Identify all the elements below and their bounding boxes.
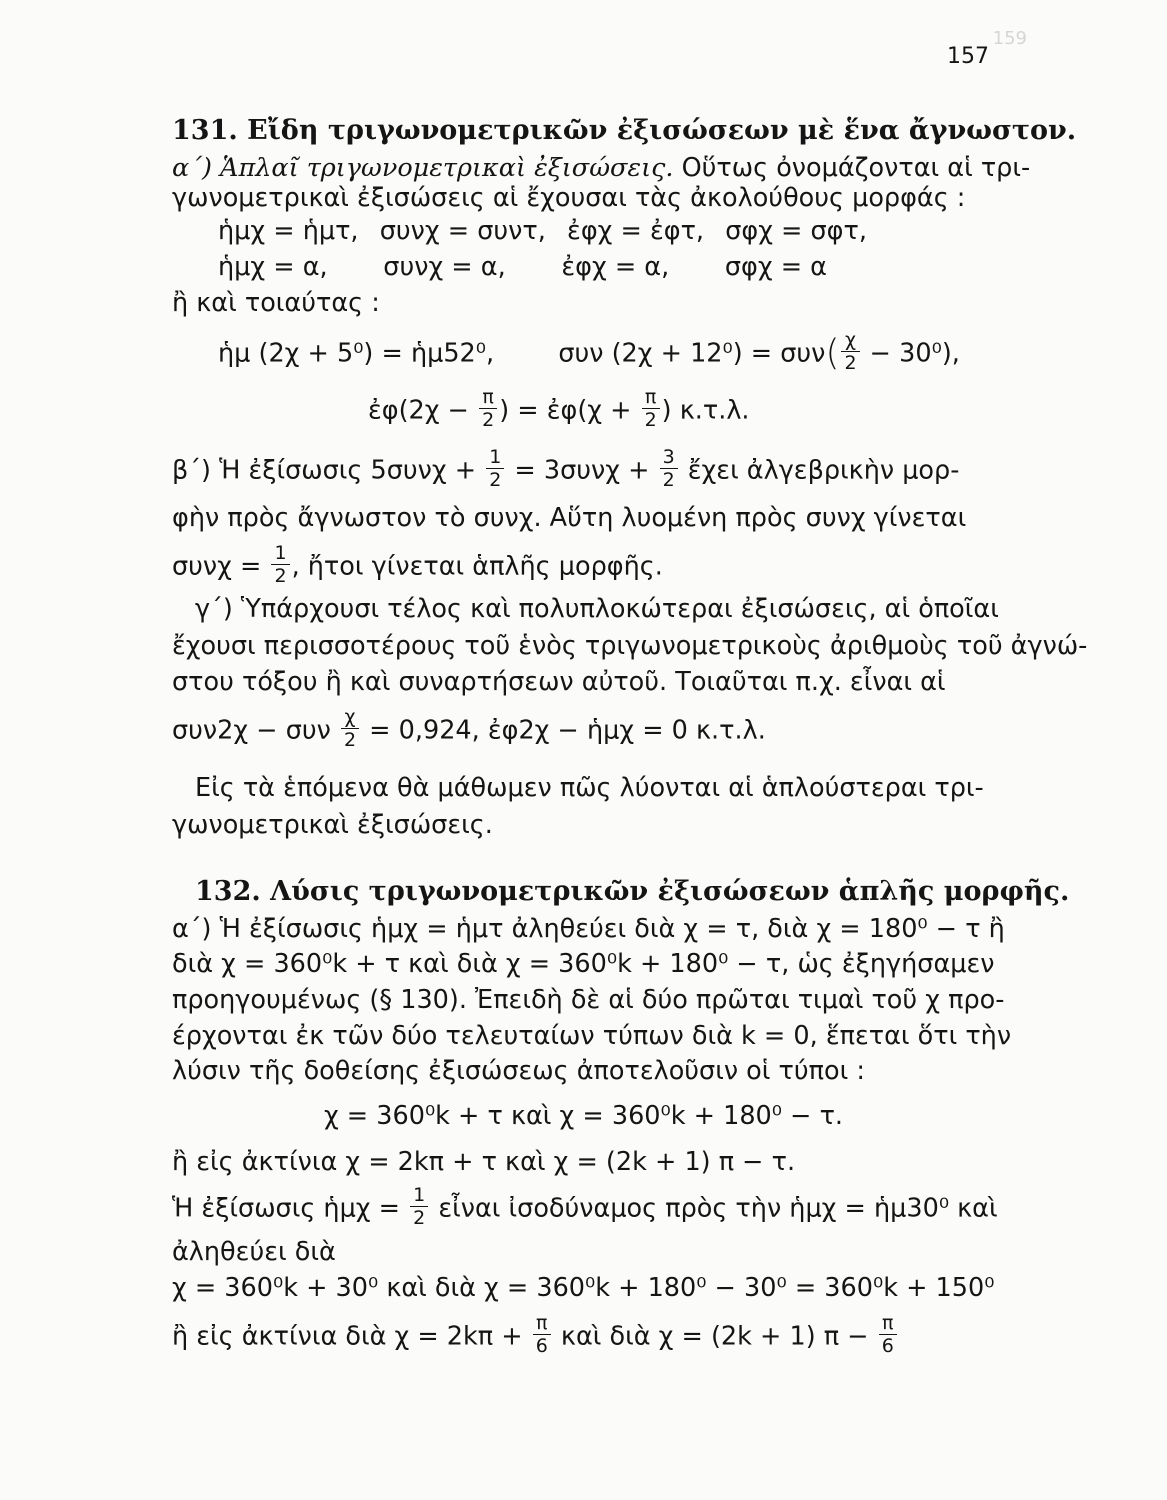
frac-num: χ [341,706,359,729]
section-131-heading: 131. Εἴδη τριγωνομετρικῶν ἐξισώσεων μὲ ἕνα ἄγνωστον. [172,115,1077,146]
frac-den: 2 [489,469,502,491]
fraction-x-over-2 [841,329,859,374]
frac-num: π [879,1312,897,1335]
s132-line2: διὰ χ = 360⁰k + τ καὶ διὰ χ = 360⁰k + 180⁰ − τ, ὡς ἐξηγήσαμεν [172,949,995,979]
s131-a-line2: γωνομετρικαὶ ἐξισώσεις αἱ ἔχουσαι τὰς ἀκολούθους μορφάς : [172,183,966,213]
section-132-heading: 132. Λύσις τριγωνομετρικῶν ἐξισώσεων ἁπλῆς μορφῆς. [195,876,1070,907]
example-line-2 [368,386,995,431]
such-as-line: ἢ καὶ τοιαύτας : [172,288,380,318]
formula-sin-a: ἡμχ = α, [218,252,328,282]
s132-formula: χ = 360⁰k + τ καὶ χ = 360⁰k + 180⁰ − τ. [323,1101,844,1131]
s131-b-line2: φὴν πρὸς ἄγνωστον τὸ συνχ. Αὕτη λυομένη πρὸς συνχ γίνεται [172,503,967,533]
g4-pre: συν2χ − συν [172,715,339,746]
fraction-pi-over-2-a [479,386,497,431]
b3-post: , ἤτοι γίνεται ἁπλῆς μορφῆς. [291,551,663,582]
s132-line3: προηγουμένως (§ 130). Ἐπειδὴ δὲ αἱ δύο πρῶται τιμαὶ τοῦ χ προ- [172,985,1005,1015]
fraction-1-over-2 [486,446,504,491]
formula-tan-a: ἐφχ = α, [561,252,670,282]
s131-g-line1: γ΄) Ὑπάρχουσι τέλος καὶ πολυπλοκώτεραι ἐξισώσεις, αἱ ὁποῖαι [195,594,999,624]
page-number: 157 [947,44,989,69]
formula-tan: ἐφχ = ἐφτ, [567,216,705,246]
bleed-through-page-number: 159 [992,28,1027,49]
s132-line8: ἀληθεύει διὰ [172,1237,336,1267]
s131-a-line1 [172,152,1031,184]
fraction-3-over-2 [660,446,678,491]
formula-cos: συνχ = συντ, [379,216,546,246]
l7-post: εἶναι ἰσοδύναμος πρὸς τὴν ἡμχ = ἡμ30⁰ καὶ [430,1193,998,1224]
frac-num: 1 [410,1184,428,1207]
s132-line7 [172,1184,998,1229]
l7-pre: Ἡ ἐξίσωσις ἡμχ = [172,1193,409,1224]
paren-open: ( [825,332,840,374]
example-tan-pre: ἐφ(2χ − [368,395,478,426]
example-cos-tail: − 30⁰), [861,338,960,369]
fraction-pi-over-6-b [879,1312,897,1357]
frac-num: χ [841,329,859,352]
s131-g-line2: ἔχουσι περισσοτέρους τοῦ ἑνὸς τριγωνομετρικοὺς ἀριθμοὺς τοῦ ἀγνώ- [172,631,1088,661]
frac-den: 6 [881,1335,894,1357]
g4-post: = 0,924, ἐφ2χ − ἡμχ = 0 κ.τ.λ. [361,715,766,746]
s131-note-line1: Εἰς τὰ ἑπόμενα θὰ μάθωμεν πῶς λύονται αἱ ἁπλούστεραι τρι- [195,773,984,803]
fraction-pi-over-6-a [533,1312,551,1357]
s132-line1: α΄) Ἡ ἐξίσωσις ἡμχ = ἡμτ ἀληθεύει διὰ χ = τ, διὰ χ = 180⁰ − τ ἢ [172,914,1005,944]
frac-den: 6 [535,1335,548,1357]
a-title: Ἁπλαῖ τριγωνομετρικαὶ ἐξισώσεις. [220,153,674,183]
example-line-1 [218,329,995,374]
fraction-x-over-2-b [341,706,359,751]
frac-den: 2 [482,409,495,431]
formula-cot-a: σφχ = α [724,252,827,282]
frac-num: 1 [271,542,289,565]
s132-line10 [172,1312,995,1357]
formula-row-1 [218,215,867,247]
frac-den: 2 [644,409,657,431]
s132-line5: λύσιν τῆς δοθείσης ἐξισώσεως ἀποτελοῦσιν οἱ τύποι : [172,1056,865,1086]
formula-cos-a: συνχ = α, [383,252,506,282]
b3-pre: συνχ = [172,551,270,582]
frac-den: 2 [413,1207,426,1229]
formula-cot: σφχ = σφτ, [725,216,867,246]
frac-num: π [642,386,660,409]
s131-b-line3 [172,542,995,587]
b-mid: = 3συνχ + [506,455,658,486]
a-label: α΄) [172,153,221,183]
fraction-1-over-2-b [271,542,289,587]
s131-note-line2: γωνομετρικαὶ ἐξισώσεις. [172,810,493,840]
frac-den: 2 [662,469,675,491]
s132-line6: ἢ εἰς ἀκτίνια χ = 2kπ + τ καὶ χ = (2k + 1) π − τ. [172,1147,796,1177]
a-rest: Οὕτως ὀνομάζονται αἱ τρι- [673,153,1031,183]
s131-b-line1 [172,446,995,491]
example-tan-end: ) κ.τ.λ. [661,395,750,426]
s132-line4: έρχονται ἐκ τῶν δύο τελευταίων τύπων διὰ k = 0, ἕπεται ὅτι τὴν [172,1021,1012,1051]
example-sin: ἡμ (2χ + 5⁰) = ἡμ52⁰, [218,338,495,369]
frac-den: 2 [274,565,287,587]
formula-row-2 [218,251,827,283]
frac-num: π [479,386,497,409]
b-post: ἔχει ἀλγεβρικὴν μορ- [679,455,960,486]
formula-sin: ἡμχ = ἡμτ, [218,216,359,246]
example-cos: συν (2χ + 12⁰) = συν [558,338,826,369]
s132-line9: χ = 360⁰k + 30⁰ καὶ διὰ χ = 360⁰k + 180⁰ − 30⁰ = 360⁰k + 150⁰ [172,1273,995,1303]
frac-den: 2 [343,729,357,751]
example-tan-mid: ) = ἐφ(χ + [499,395,640,426]
frac-den: 2 [844,352,857,374]
frac-num: π [533,1312,551,1335]
l10-mid: καὶ διὰ χ = (2k + 1) π − [552,1321,877,1352]
l10-pre: ἢ εἰς ἀκτίνια διὰ χ = 2kπ + [172,1321,531,1352]
fraction-pi-over-2-b [642,386,660,431]
b-pre: β΄) Ἡ ἐξίσωσις 5συνχ + [172,455,485,486]
frac-num: 1 [486,446,504,469]
s131-g-line4 [172,706,995,751]
s131-g-line3: στου τόξου ἢ καὶ συναρτήσεων αὐτοῦ. Τοιαῦται π.χ. εἶναι αἱ [172,667,946,697]
frac-num: 3 [660,446,678,469]
fraction-1-over-2-c [410,1184,428,1229]
